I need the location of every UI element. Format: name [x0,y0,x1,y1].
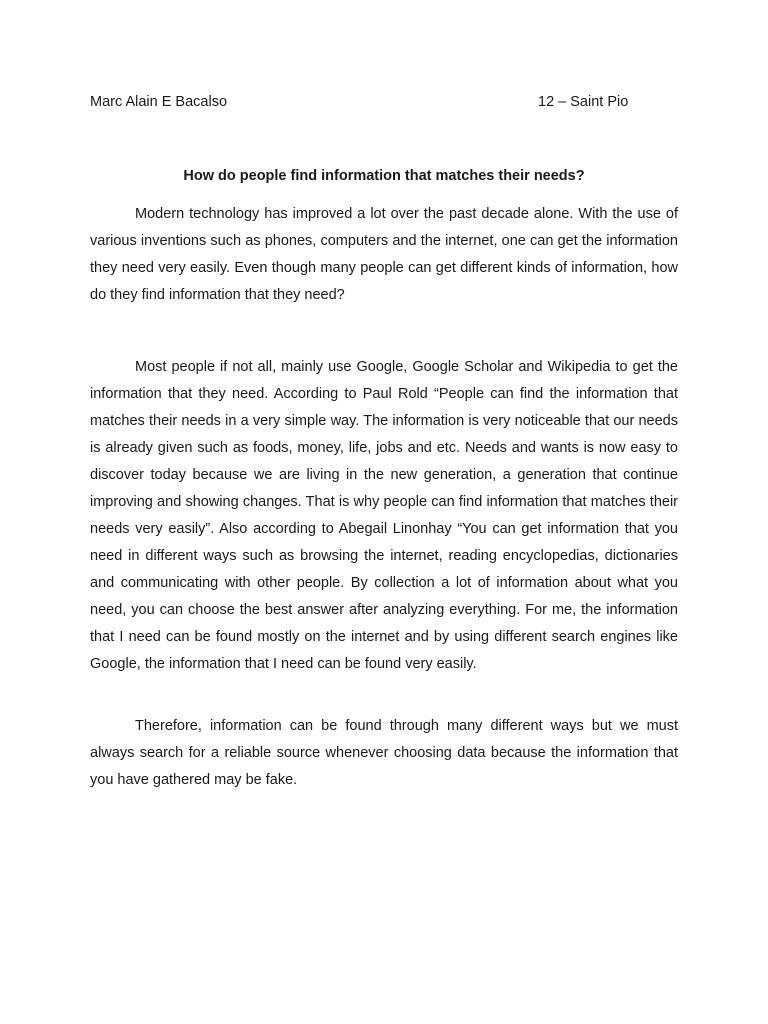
paragraph-2 [90,354,678,678]
author-name: Marc Alain E Bacalso [90,94,228,110]
paragraph-1-text: Modern technology has improved a lot over the past decade alone. With the use of various inventions such as phones, computers and the internet, one can get the information they need very easily. Even though many people can get different kinds of information, how do they find information that they need? [90,206,678,303]
essay-title: How do people find information that matches their needs? [183,168,585,184]
paragraph-1 [90,201,678,309]
paragraph-3-text: Therefore, information can be found through many different ways but we must always search for a reliable source whenever choosing data because the information that you have gathered may be fake. [90,718,678,788]
paragraph-2-text: Most people if not all, mainly use Google, Google Scholar and Wikipedia to get the information that they need. According to Paul Rold “People can find the information that matches their needs in a very simple way. The information is very noticeable that our needs is already given such as foods, money, life, jobs and etc. Needs and wants is now easy to discover today because we are living in the new generation, a generation that continue improving and showing changes. That is why people can find information that matches their needs very easily”. Also according to Abegail Linonhay “You can get information that you need in different ways such as browsing the internet, reading encyclopedias, dictionaries and communicating with other people. By collection a lot of information about what you need, you can choose the best answer after analyzing everything. For me, the information that I need can be found mostly on the internet and by using different search engines like Google, the information that I need can be found very easily. [90,359,678,672]
class-section: 12 – Saint Pio [538,94,629,110]
paragraph-3 [90,713,678,794]
